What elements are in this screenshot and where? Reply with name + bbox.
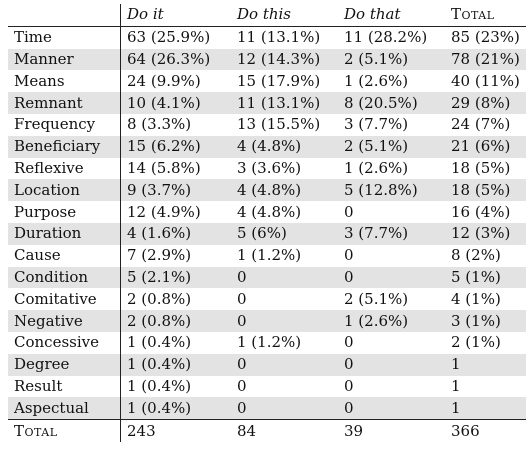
cell-do-this: 0 bbox=[231, 397, 338, 419]
total-do-this: 84 bbox=[231, 420, 338, 442]
cell-total: 8 (2%) bbox=[451, 246, 501, 265]
cell-do-that: 1 (2.6%) bbox=[344, 158, 409, 177]
cell-do-it: 14 (5.8%) bbox=[121, 158, 232, 180]
table-row bbox=[8, 201, 526, 223]
table-row bbox=[8, 267, 526, 289]
cell-do-it: 24 (9.9%) bbox=[121, 70, 232, 92]
table-row bbox=[8, 376, 526, 398]
row-label: Negative bbox=[8, 310, 121, 332]
table-row bbox=[8, 26, 526, 48]
cell-do-that: 1 (2.6%) bbox=[344, 71, 409, 90]
cell-do-it: 2 (0.8%) bbox=[121, 310, 232, 332]
cell-do-this: 4 (4.8%) bbox=[231, 136, 338, 158]
cell-total: 21 (6%) bbox=[445, 136, 526, 158]
cell-do-that: 0 bbox=[344, 202, 354, 221]
cell-do-this: 3 (3.6%) bbox=[237, 158, 302, 177]
cell-do-that: 3 (7.7%) bbox=[338, 223, 445, 245]
header-total: Total bbox=[445, 4, 526, 26]
cell-total: 85 (23%) bbox=[451, 28, 520, 47]
cell-do-that: 2 (5.1%) bbox=[338, 136, 445, 158]
header-do-that: Do that bbox=[338, 4, 445, 26]
cell-do-that: 0 bbox=[344, 333, 354, 352]
cell-do-it: 1 (0.4%) bbox=[121, 397, 232, 419]
cell-do-this: 0 bbox=[237, 289, 247, 308]
cell-do-this: 11 (13.1%) bbox=[237, 28, 321, 47]
cell-do-this: 15 (17.9%) bbox=[237, 71, 321, 90]
total-do-that: 39 bbox=[338, 420, 445, 442]
cell-do-it: 5 (2.1%) bbox=[121, 267, 232, 289]
table-row bbox=[8, 223, 526, 245]
total-row-label: Total bbox=[8, 420, 121, 442]
cell-total: 4 (1%) bbox=[451, 289, 501, 308]
table-row bbox=[8, 136, 526, 158]
row-label: Beneficiary bbox=[8, 136, 121, 158]
table-row bbox=[8, 70, 526, 92]
cell-do-that: 2 (5.1%) bbox=[344, 289, 409, 308]
cell-total: 1 bbox=[451, 376, 461, 395]
cell-total: 29 (8%) bbox=[445, 92, 526, 114]
cell-do-that: 5 (12.8%) bbox=[338, 179, 445, 201]
header-row bbox=[8, 4, 526, 26]
table-row bbox=[8, 310, 526, 332]
cell-total: 1 bbox=[445, 354, 526, 376]
cell-do-this: 13 (15.5%) bbox=[237, 115, 321, 134]
table-row bbox=[8, 179, 526, 201]
cell-do-that: 11 (28.2%) bbox=[344, 28, 428, 47]
cell-do-it: 1 (0.4%) bbox=[121, 332, 232, 354]
row-label: Time bbox=[14, 28, 52, 47]
header-empty-cell bbox=[8, 4, 121, 26]
row-label: Degree bbox=[8, 354, 121, 376]
row-label: Location bbox=[8, 179, 121, 201]
cell-total: 5 (1%) bbox=[445, 267, 526, 289]
row-label: Concessive bbox=[14, 333, 99, 352]
table-row bbox=[8, 158, 526, 180]
table-row bbox=[8, 92, 526, 114]
table-row bbox=[8, 288, 526, 310]
header-do-it: Do it bbox=[121, 4, 232, 26]
cell-do-this: 1 (1.2%) bbox=[237, 246, 302, 265]
table-row bbox=[8, 114, 526, 136]
cell-do-that: 1 (2.6%) bbox=[338, 310, 445, 332]
cell-do-that: 0 bbox=[338, 397, 445, 419]
header-do-this: Do this bbox=[231, 4, 338, 26]
cell-do-this: 5 (6%) bbox=[231, 223, 338, 245]
cell-do-that: 0 bbox=[344, 246, 354, 265]
cell-do-this: 4 (4.8%) bbox=[237, 202, 302, 221]
cell-do-it: 10 (4.1%) bbox=[121, 92, 232, 114]
row-label: Aspectual bbox=[8, 397, 121, 419]
row-label: Condition bbox=[8, 267, 121, 289]
cell-total: 18 (5%) bbox=[445, 179, 526, 201]
cell-do-it: 1 (0.4%) bbox=[121, 376, 232, 398]
cell-do-this: 4 (4.8%) bbox=[231, 179, 338, 201]
row-label: Frequency bbox=[14, 115, 96, 134]
cell-do-that: 0 bbox=[338, 267, 445, 289]
cell-do-that: 0 bbox=[344, 376, 354, 395]
cell-do-it: 63 (25.9%) bbox=[121, 26, 232, 48]
cell-do-that: 3 (7.7%) bbox=[344, 115, 409, 134]
row-label: Manner bbox=[8, 49, 121, 71]
cell-do-it: 9 (3.7%) bbox=[121, 179, 232, 201]
cell-total: 12 (3%) bbox=[445, 223, 526, 245]
table-body bbox=[8, 26, 526, 419]
cell-do-this: 0 bbox=[237, 376, 247, 395]
total-row bbox=[8, 420, 526, 442]
row-label: Cause bbox=[14, 246, 61, 265]
row-label: Reflexive bbox=[14, 158, 84, 177]
cell-do-this: 1 (1.2%) bbox=[237, 333, 302, 352]
cell-do-this: 12 (14.3%) bbox=[231, 49, 338, 71]
cell-total: 2 (1%) bbox=[451, 333, 501, 352]
cell-do-that: 8 (20.5%) bbox=[338, 92, 445, 114]
table-row bbox=[8, 49, 526, 71]
table-row bbox=[8, 354, 526, 376]
cell-total: 3 (1%) bbox=[445, 310, 526, 332]
cell-do-it: 1 (0.4%) bbox=[121, 354, 232, 376]
table-row bbox=[8, 332, 526, 354]
cell-do-it: 12 (4.9%) bbox=[121, 201, 232, 223]
cell-total: 16 (4%) bbox=[451, 202, 511, 221]
total-total: 366 bbox=[445, 420, 526, 442]
row-label: Purpose bbox=[14, 202, 77, 221]
table-row bbox=[8, 245, 526, 267]
cell-do-it: 4 (1.6%) bbox=[121, 223, 232, 245]
row-label: Means bbox=[14, 71, 65, 90]
table-row bbox=[8, 397, 526, 419]
cell-total: 1 bbox=[445, 397, 526, 419]
cell-do-it: 15 (6.2%) bbox=[121, 136, 232, 158]
row-label: Result bbox=[14, 376, 63, 395]
frequency-table bbox=[8, 4, 526, 442]
cell-do-this: 0 bbox=[231, 354, 338, 376]
row-label: Comitative bbox=[14, 289, 97, 308]
cell-total: 18 (5%) bbox=[451, 158, 511, 177]
cell-do-this: 0 bbox=[231, 310, 338, 332]
cell-do-that: 0 bbox=[338, 354, 445, 376]
cell-do-this: 11 (13.1%) bbox=[231, 92, 338, 114]
cell-do-it: 8 (3.3%) bbox=[121, 114, 232, 136]
cell-do-this: 0 bbox=[231, 267, 338, 289]
cell-total: 24 (7%) bbox=[451, 115, 511, 134]
cell-total: 78 (21%) bbox=[445, 49, 526, 71]
row-label: Remnant bbox=[8, 92, 121, 114]
total-do-it: 243 bbox=[121, 420, 232, 442]
cell-do-it: 7 (2.9%) bbox=[121, 245, 232, 267]
row-label: Duration bbox=[8, 223, 121, 245]
cell-total: 40 (11%) bbox=[451, 71, 520, 90]
cell-do-it: 2 (0.8%) bbox=[121, 288, 232, 310]
cell-do-it: 64 (26.3%) bbox=[121, 49, 232, 71]
cell-do-that: 2 (5.1%) bbox=[338, 49, 445, 71]
